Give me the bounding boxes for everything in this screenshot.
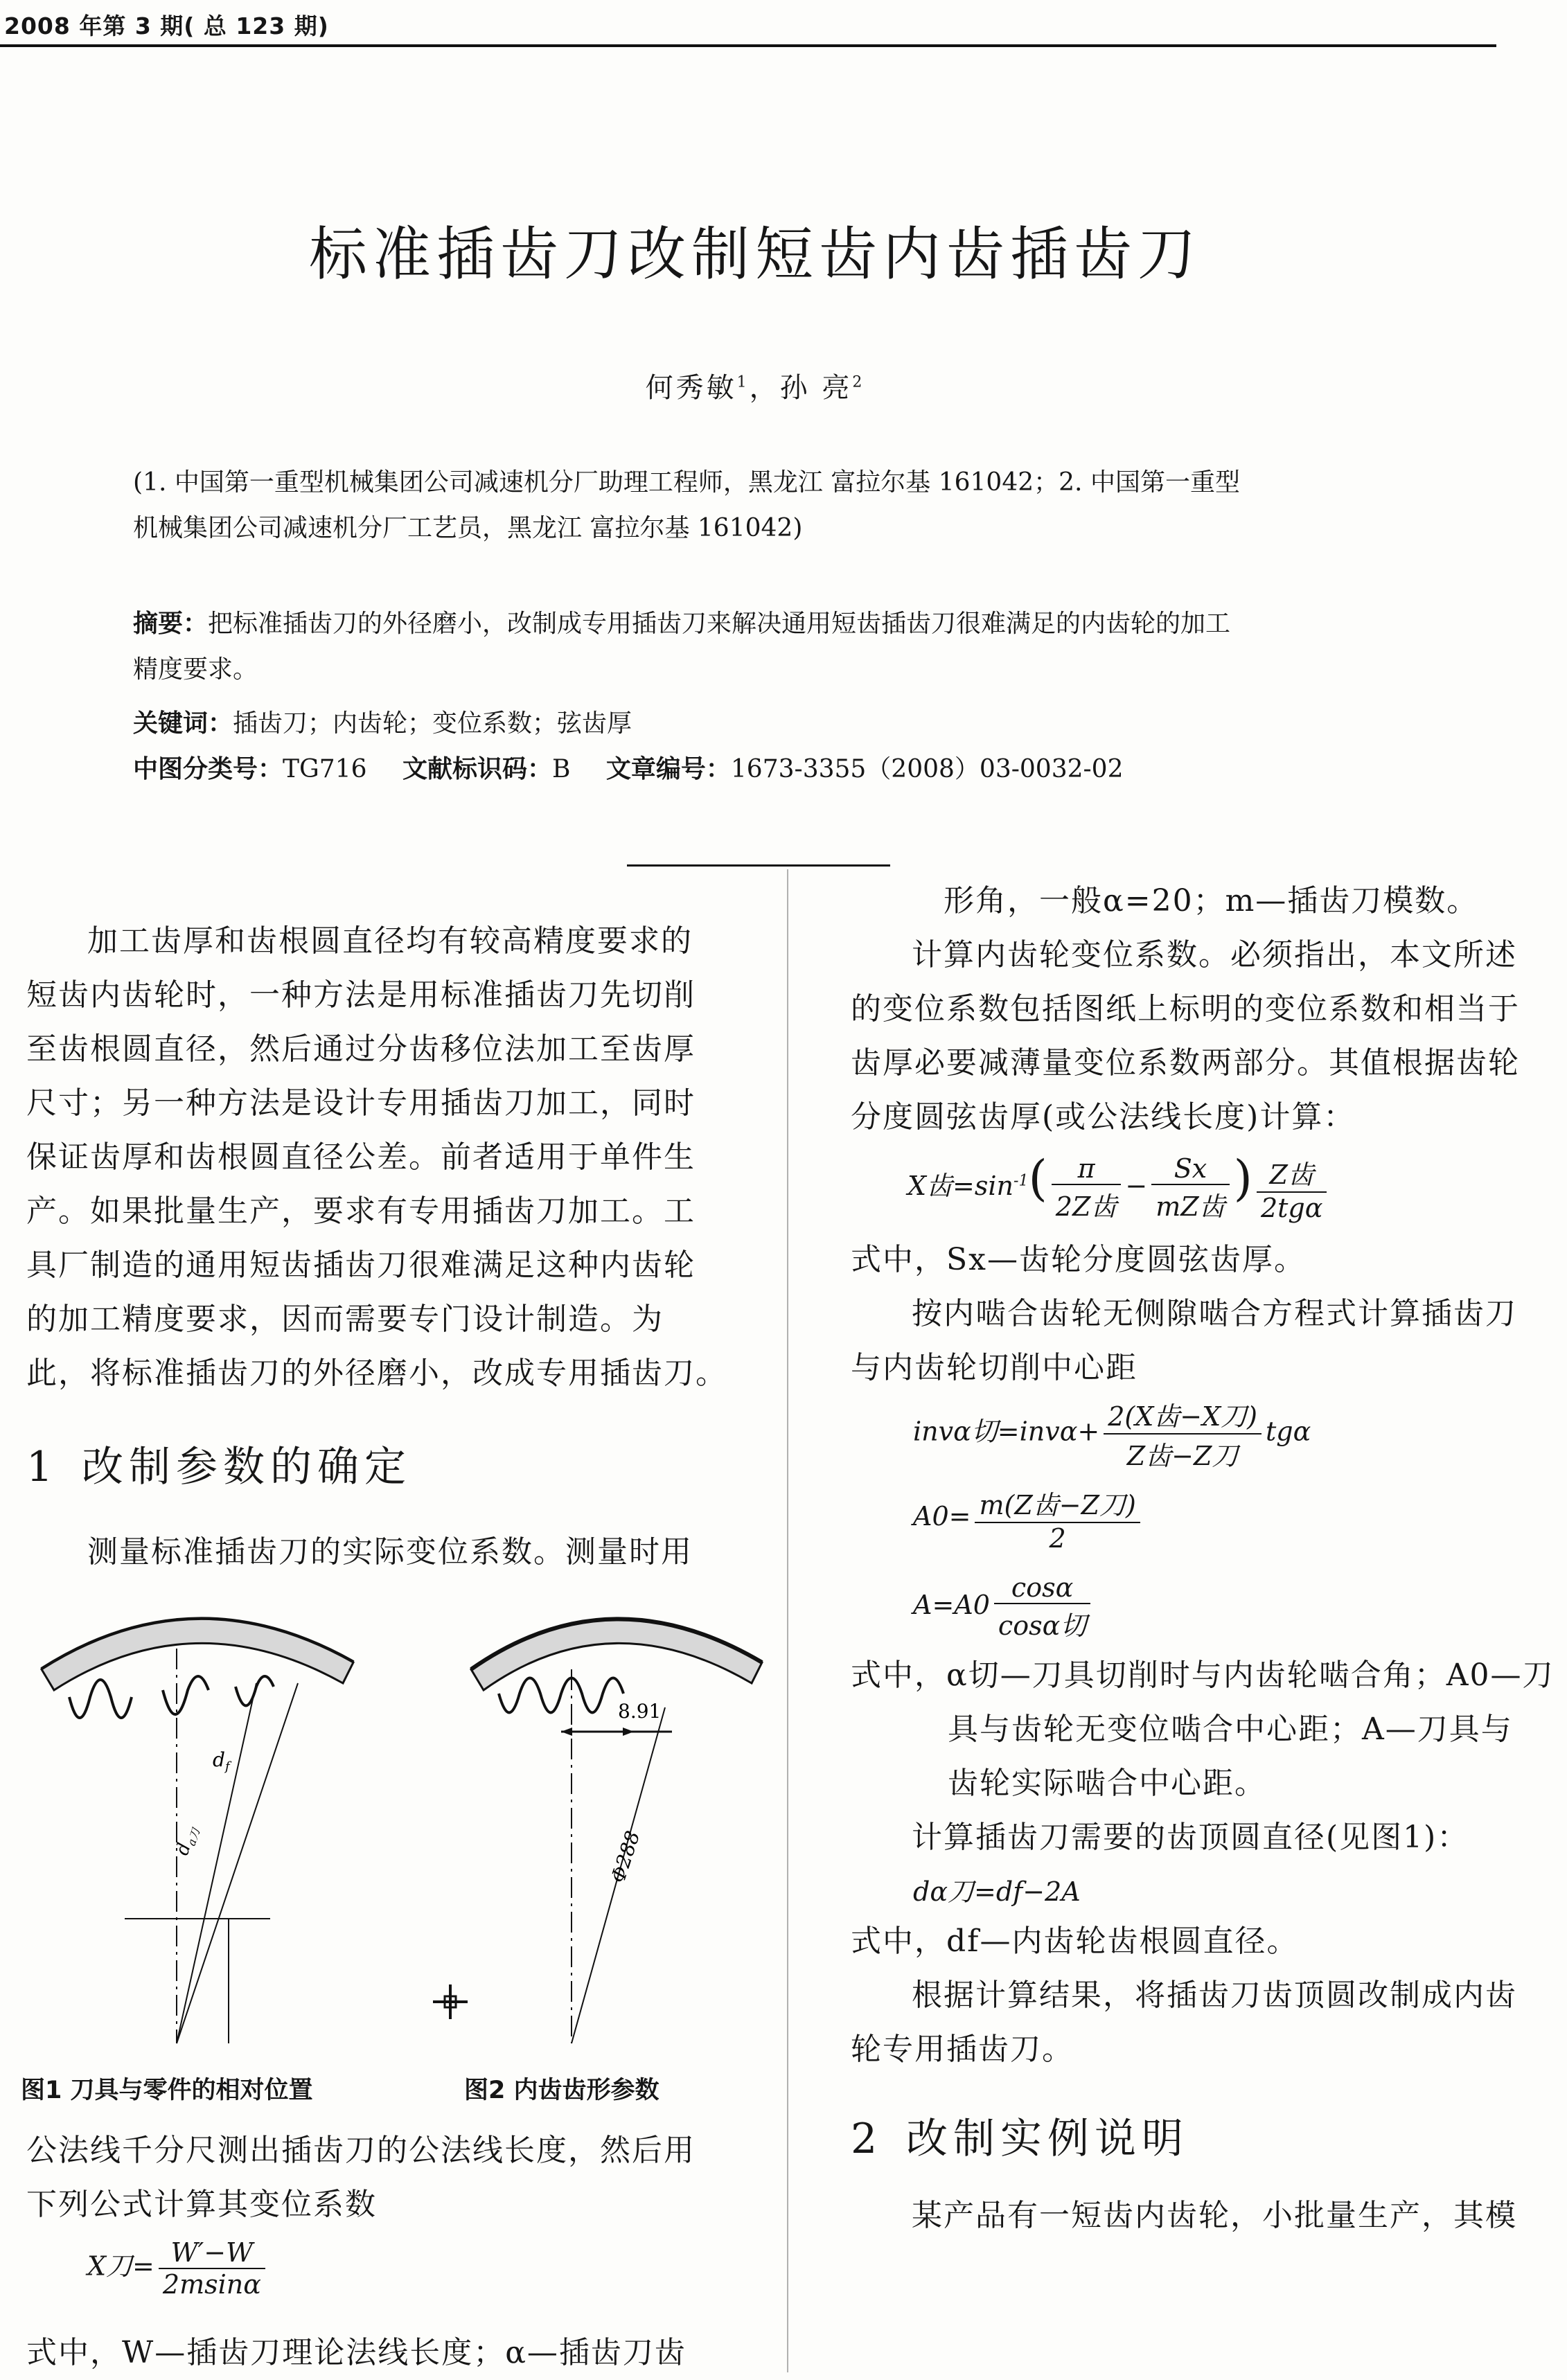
text-line: 与内齿轮切削中心距 <box>851 1350 1137 1385</box>
keywords-label: 关键词： <box>133 709 233 738</box>
numerator: Sx <box>1151 1153 1229 1185</box>
text-line: 短齿内齿轮时，一种方法是用标准插齿刀先切削 <box>26 977 696 1013</box>
text-line: 的变位系数包括图纸上标明的变位系数和相当于 <box>851 991 1520 1027</box>
intro-paragraph <box>26 914 761 1401</box>
text-line: 产。如果批量生产，要求有专用插齿刀加工。工 <box>26 1193 696 1229</box>
author-1: 何秀敏 <box>645 372 737 404</box>
affil-line: (1. 中国第一重型机械集团公司减速机分厂助理工程师，黑龙江 富拉尔基 161042；2. 中国第一重型 <box>133 468 1240 497</box>
formula-fraction-3 <box>1257 1153 1327 1223</box>
fig2-dim-dia: Φ288 <box>606 1828 645 1886</box>
text-line: 齿轮实际啮合中心距。 <box>948 1766 1266 1801</box>
clc-label: 中图分类号： <box>133 755 283 783</box>
text-line: 此，将标准插齿刀的外径磨小，改成专用插齿刀。 <box>26 1356 727 1391</box>
section-divider <box>627 864 890 867</box>
authors <box>0 366 1510 405</box>
right-cont-line: 形角，一般α=20；m—插齿刀模数。 <box>944 883 1479 918</box>
text-line: 分度圆弦齿厚(或公法线长度)计算： <box>851 1099 1356 1135</box>
fig1-caption: 图1 刀具与零件的相对位置 <box>21 2077 313 2104</box>
formula-fraction <box>975 1484 1140 1554</box>
formula-fraction <box>994 1572 1090 1642</box>
affil-line: 机械集团公司减速机分厂工艺员，黑龙江 富拉尔基 161042) <box>133 514 803 542</box>
after-figure-text <box>26 2124 761 2232</box>
top-rule <box>0 44 1496 47</box>
author-2-sup: 2 <box>852 373 865 391</box>
text-line: 具厂制造的通用短齿插齿刀很难满足这种内齿轮 <box>26 1247 696 1283</box>
fig1-label-df: $d_f$ <box>213 1748 230 1774</box>
section-title: 改制实例说明 <box>906 2115 1189 2163</box>
formula-lhs: X刀= <box>87 2250 154 2282</box>
paren-close: ) <box>1233 1150 1252 1207</box>
formula-a0 <box>913 1484 1144 1554</box>
formula-fraction <box>159 2237 265 2300</box>
text-line: 按内啮合齿轮无侧隙啮合方程式计算插齿刀 <box>912 1296 1517 1331</box>
text-line: 尺寸；另一种方法是设计专用插齿刀加工，同时 <box>26 1085 696 1121</box>
where-line: 式中，W—插齿刀理论法线长度；α—插齿刀齿 <box>26 2335 687 2370</box>
fig2-caption: 图2 内齿齿形参数 <box>464 2077 659 2104</box>
text-line: 式中，α切—刀具切削时与内齿轮啮合角；A0—刀 <box>851 1658 1555 1693</box>
section-1-heading <box>26 1434 411 1493</box>
numerator: π <box>1052 1153 1122 1185</box>
keywords <box>133 701 1401 747</box>
numerator: cosα <box>994 1572 1090 1604</box>
text-line: 公法线千分尺测出插齿刀的公法线长度，然后用 <box>26 2133 696 2168</box>
art-label: 文章编号： <box>605 755 731 783</box>
where-block <box>851 1649 1557 1811</box>
abstract-cont: 精度要求。 <box>133 655 258 684</box>
paren-open: ( <box>1028 1150 1047 1207</box>
figure-2 <box>457 1586 776 2057</box>
sec1-line: 测量标准插齿刀的实际变位系数。测量时用 <box>87 1534 693 1570</box>
section-title: 改制参数的确定 <box>82 1443 411 1491</box>
text-line: 根据计算结果，将插齿刀齿顶圆改制成内齿 <box>912 1978 1517 2013</box>
text-line: 的加工精度要求，因而需要专门设计制造。为 <box>26 1302 664 1337</box>
right-para-2 <box>851 928 1557 1144</box>
keywords-text: 插齿刀；内齿轮；变位系数；弦齿厚 <box>233 709 632 738</box>
formula-da: dα刀=df−2A <box>913 1876 1081 1907</box>
clc-value: TG716 <box>283 755 367 783</box>
formula-lhs: A0= <box>913 1501 971 1531</box>
formula-lhs: invα切=invα+ <box>913 1416 1100 1447</box>
numerator: Z齿 <box>1257 1153 1327 1193</box>
formula-x-gear <box>908 1150 1331 1223</box>
author-sep: ， <box>749 372 780 404</box>
numerator: W′−W <box>159 2237 265 2269</box>
paper-title: 标准插齿刀改制短齿内齿插齿刀 <box>308 220 1201 288</box>
denominator: cosα切 <box>998 1610 1087 1641</box>
author-2: 孙 亮 <box>779 372 853 404</box>
formula-minus: − <box>1125 1171 1148 1201</box>
text-line: 下列公式计算其变位系数 <box>26 2187 377 2222</box>
section-number: 2 <box>851 2115 883 2163</box>
denominator: 2tgα <box>1260 1193 1323 1223</box>
author-1-sup: 1 <box>736 373 750 391</box>
figure-1 <box>28 1586 388 2057</box>
text-line: 计算内齿轮变位系数。必须指出，本文所述 <box>912 937 1517 973</box>
fig2-dim-chord: 8.91 <box>618 1700 662 1723</box>
art-value: 1673-3355（2008）03-0032-02 <box>730 755 1124 783</box>
abstract-text: 把标准插齿刀的外径磨小，改制成专用插齿刀来解决通用短齿插齿刀很难满足的内齿轮的加工 <box>208 610 1231 638</box>
running-head: 2008 年第 3 期( 总 123 期) <box>4 12 329 39</box>
formula-lhs: A=A0 <box>913 1590 990 1620</box>
section-2-heading <box>851 2106 1189 2165</box>
text-line: 齿厚必要减薄量变位系数两部分。其值根据齿轮 <box>851 1045 1520 1081</box>
classification <box>133 747 1401 792</box>
denominator: 2 <box>1049 1523 1066 1554</box>
text-line: 具与齿轮无变位啮合中心距；A—刀具与 <box>948 1712 1513 1747</box>
formula-sup: -1 <box>1013 1172 1029 1190</box>
fig1-label-da: $d_{a刀}$ <box>172 1827 203 1858</box>
where-sx: 式中，Sx—齿轮分度圆弦齿厚。 <box>851 1242 1306 1277</box>
section-number: 1 <box>26 1443 59 1491</box>
text-line: 保证齿厚和齿根圆直径公差。前者适用于单件生 <box>26 1139 696 1175</box>
where-df: 式中，df—内齿轮齿根圆直径。 <box>851 1924 1299 1959</box>
formula-fraction-2 <box>1151 1153 1229 1223</box>
formula-a <box>913 1572 1095 1642</box>
column-divider <box>787 869 788 2372</box>
abstract-label: 摘要： <box>133 610 209 638</box>
doc-label: 文献标识码： <box>402 755 552 783</box>
formula-inv <box>913 1395 1311 1473</box>
formula-fraction <box>1104 1395 1261 1473</box>
formula-lhs: X齿=sin <box>908 1171 1014 1201</box>
abstract <box>133 601 1401 647</box>
denominator: 2msinα <box>162 2269 261 2300</box>
denominator: Z齿−Z刀 <box>1126 1441 1239 1471</box>
denominator: mZ齿 <box>1156 1191 1225 1222</box>
right-para-3 <box>851 1287 1557 1395</box>
denominator: 2Z齿 <box>1055 1191 1117 1222</box>
formula-rhs: tgα <box>1265 1416 1311 1447</box>
numerator: 2(X齿−X刀) <box>1104 1395 1261 1435</box>
text-line: 至齿根圆直径，然后通过分齿移位法加工至齿厚 <box>26 1031 696 1067</box>
numerator: m(Z齿−Z刀) <box>975 1484 1140 1523</box>
right-para-4: 计算插齿刀需要的齿顶圆直径(见图1)： <box>912 1820 1469 1855</box>
right-para-5 <box>851 1969 1557 2077</box>
text-line: 加工齿厚和齿根圆直径均有较高精度要求的 <box>87 923 693 959</box>
text-line: 轮专用插齿刀。 <box>851 2032 1074 2067</box>
right-last-line: 某产品有一短齿内齿轮，小批量生产，其模 <box>912 2198 1517 2233</box>
affiliation <box>133 460 1401 551</box>
doc-value: B <box>551 755 571 783</box>
formula-x-cutter <box>87 2237 269 2300</box>
formula-fraction-1 <box>1052 1153 1122 1223</box>
